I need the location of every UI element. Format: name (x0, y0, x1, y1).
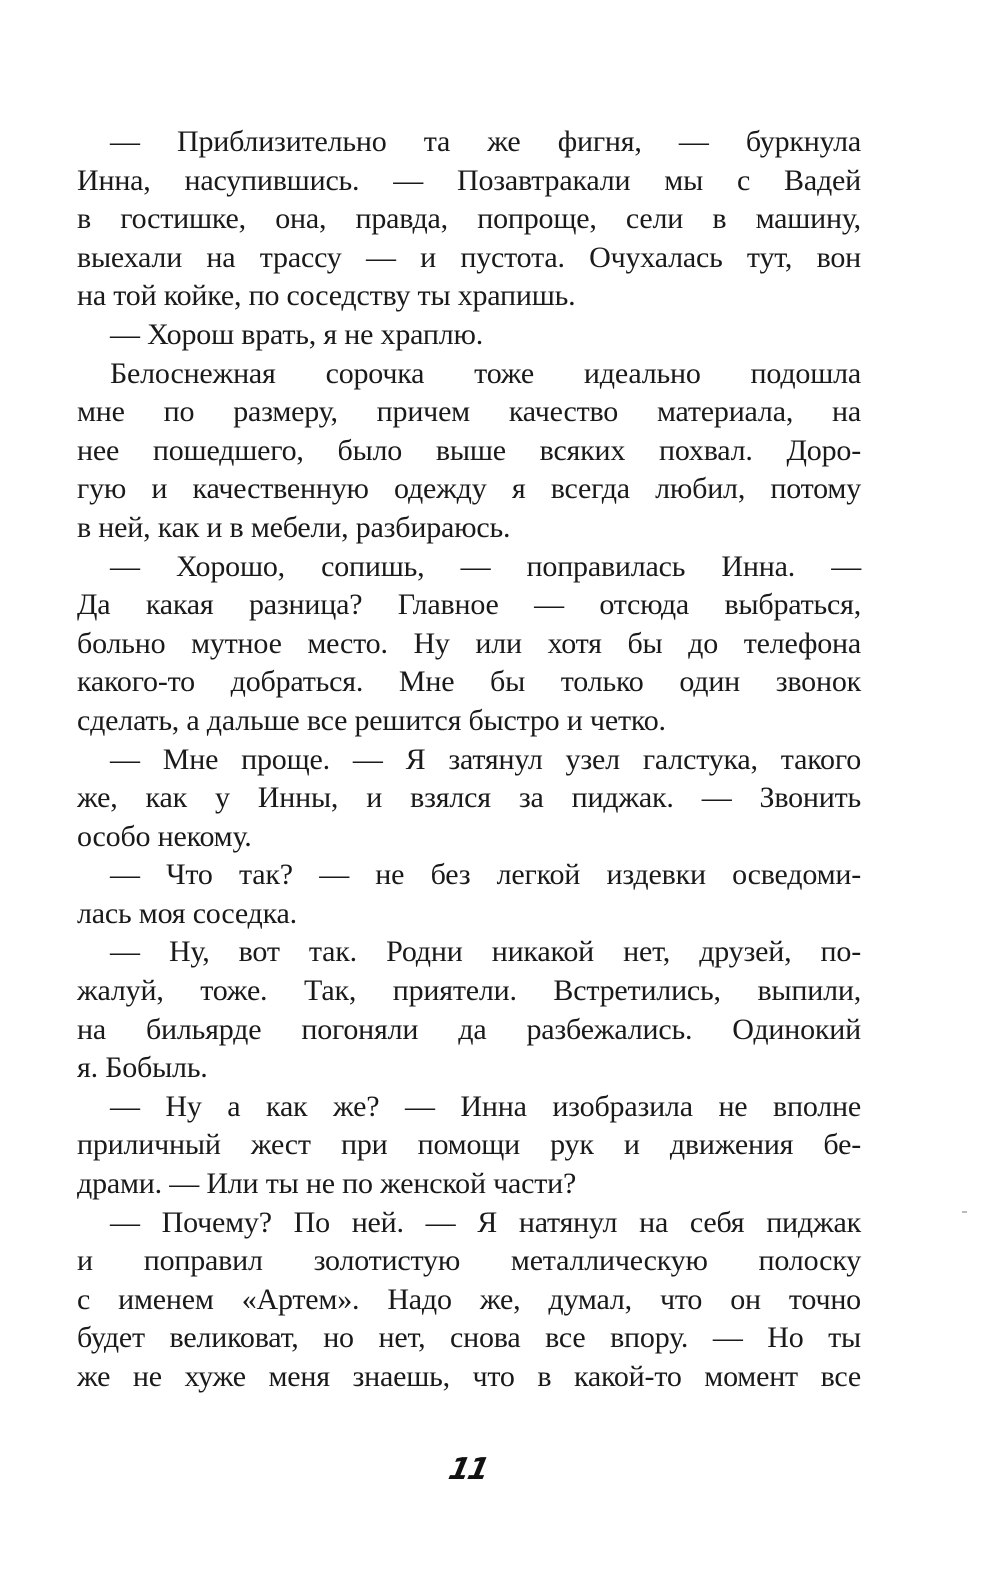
text-line: драми. — Или ты не по женской части? (77, 1167, 577, 1201)
text-line: гую и качественную одежду я всегда любил, потому (77, 472, 861, 506)
text-line: Инна, насупившись. — Позавтракали мы с Вадей (77, 163, 861, 197)
text-line: — Ну а как же? — Инна изобразила не вполне (110, 1089, 861, 1123)
text-line: сделать, а дальше все решится быстро и четко. (77, 703, 666, 737)
text-line: будет великоват, но нет, снова все впору. — Но ты (77, 1321, 861, 1355)
paragraph-9 (77, 1204, 861, 1397)
paragraph-4 (77, 548, 861, 741)
paragraph-1 (77, 123, 861, 316)
text-line: — Почему? По ней. — Я натянул на себя пиджак (110, 1205, 861, 1239)
text-line: — Приблизительно та же фигня, — буркнула (110, 125, 861, 158)
text-line: жалуй, тоже. Так, приятели. Встретились, выпили, (77, 974, 861, 1008)
text-line: же, как у Инны, и взялся за пиджак. — Звонить (77, 781, 861, 815)
text-line: мне по размеру, причем качество материала, на (77, 395, 861, 429)
text-line: Белоснежная сорочка тоже идеально подошла (110, 356, 861, 390)
text-line: больно мутное место. Ну или хотя бы до телефона (77, 626, 861, 660)
paragraph-8 (77, 1088, 861, 1204)
text-line: на той койке, по соседству ты храпишь. (77, 279, 576, 313)
text-line: — Что так? — не без легкой издевки осведоми- (110, 858, 861, 892)
text-line: особо некому. (77, 819, 252, 853)
paragraph-6 (77, 856, 861, 933)
text-line: в ней, как и в мебели, разбираюсь. (77, 510, 511, 544)
text-line: я. Бобыль. (77, 1051, 208, 1085)
text-line: с именем «Артем». Надо же, думал, что он точно (77, 1282, 861, 1316)
scan-artifact-mark (962, 1211, 967, 1213)
text-line: какого-то добраться. Мне бы только один звонок (77, 665, 861, 699)
text-line: приличный жест при помощи рук и движения бе- (77, 1128, 861, 1162)
page-number: 11 (445, 1452, 491, 1487)
text-line: — Хорош врать, я не храплю. (110, 317, 483, 351)
paragraph-7 (77, 933, 861, 1087)
text-line: нее пошедшего, было выше всяких похвал. Доро- (77, 433, 861, 467)
paragraph-5 (77, 741, 861, 857)
page-body-text (77, 123, 861, 1397)
text-line: — Ну, вот так. Родни никакой нет, друзей, по- (110, 935, 861, 969)
text-line: лась моя соседка. (77, 896, 297, 930)
text-line: — Хорошо, сопишь, — поправилась Инна. — (110, 549, 861, 583)
text-line: на бильярде погоняли да разбежались. Одинокий (77, 1012, 861, 1046)
text-line: — Мне проще. — Я затянул узел галстука, такого (110, 742, 861, 776)
text-line: и поправил золотистую металлическую полоску (77, 1244, 861, 1278)
paragraph-2 (77, 316, 861, 355)
text-line: выехали на трассу — и пустота. Очухалась тут, вон (77, 240, 861, 274)
text-line: же не хуже меня знаешь, что в какой-то момент все (77, 1360, 861, 1393)
text-line: в гостишке, она, правда, попроще, сели в машину, (77, 202, 861, 236)
paragraph-3 (77, 355, 861, 548)
text-line: Да какая разница? Главное — отсюда выбраться, (77, 588, 861, 622)
